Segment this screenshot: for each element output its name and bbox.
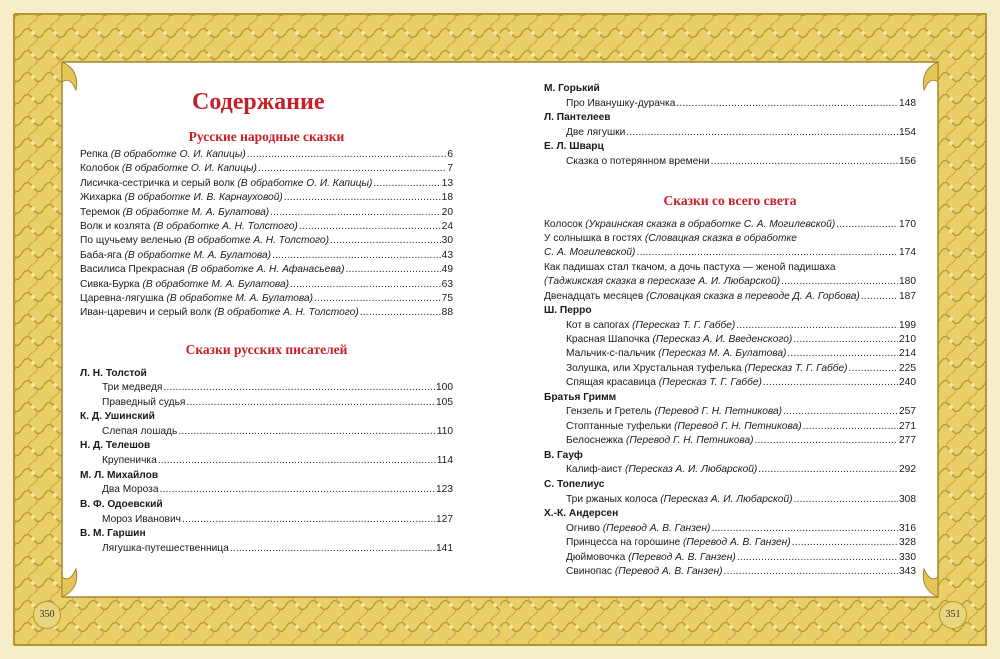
author-name: Е. Л. Шварц bbox=[544, 141, 604, 153]
toc-entry[interactable]: Два Мороза ..... 123 bbox=[80, 483, 453, 497]
author-name: М. Л. Михайлов bbox=[80, 469, 159, 481]
toc-entry[interactable]: Лисичка-сестричка и серый волк (В обработке О. И. Капицы) ..... 13 bbox=[80, 177, 453, 191]
toc-entry-line2[interactable]: С. А. Могилевской) ..... 174 bbox=[544, 246, 916, 260]
author-name: Х.-К. Андерсен bbox=[544, 508, 619, 519]
toc-entry[interactable]: Мальчик-с-пальчик (Пересказ М. А. Булатова) ..... 214 bbox=[544, 347, 916, 361]
section-heading-world: Сказки со всего света bbox=[663, 192, 797, 208]
toc-entry[interactable]: Иван-царевич и серый волк (В обработке А. Н. Толстого) ..... 88 bbox=[80, 306, 453, 320]
toc-entry[interactable]: Крупеничка ..... 114 bbox=[80, 454, 453, 468]
author-name: Н. Д. Телешов bbox=[80, 440, 151, 452]
page-number-left: 350 bbox=[33, 601, 61, 629]
author-name: Л. Н. Толстой bbox=[80, 367, 147, 379]
toc-entry[interactable]: Свинопас (Перевод А. В. Ганзен) ..... 343 bbox=[544, 565, 916, 579]
world-tales-list bbox=[544, 218, 916, 580]
toc-entry-line1[interactable]: Как падишах стал ткачом, а дочь пастуха — женой падишаха bbox=[544, 261, 836, 273]
right-page bbox=[500, 0, 1000, 659]
toc-entry[interactable]: Про Иванушку-дурачка ..... 148 bbox=[544, 97, 916, 111]
toc-entry[interactable]: По щучьему веленью (В обработке А. Н. Толстого) ..... 30 bbox=[80, 234, 453, 248]
author-name: С. Топелиус bbox=[544, 478, 605, 490]
section-heading-writers: Сказки русских писателей bbox=[185, 341, 348, 357]
author-name: В. М. Гаршин bbox=[80, 528, 146, 540]
toc-entry[interactable]: Красная Шапочка (Пересказ А. И. Введенского) ..... 210 bbox=[544, 333, 916, 347]
section-heading-folk: Русские народные сказки bbox=[188, 129, 345, 144]
toc-entry-line2[interactable]: (Таджикская сказка в пересказе А. И. Любарской) ..... 180 bbox=[544, 275, 916, 289]
toc-entry[interactable]: Василиса Прекрасная (В обработке А. Н. Афанасьева) ..... 49 bbox=[80, 263, 453, 277]
toc-entry[interactable]: Белоснежка (Перевод Г. Н. Петникова) ..... 277 bbox=[544, 434, 916, 448]
toc-entry[interactable]: Теремок (В обработке М. А. Булатова) ..... 20 bbox=[80, 206, 453, 220]
toc-entry[interactable]: Колосок (Украинская сказка в обработке С. А. Могилевской) ..... 170 bbox=[544, 218, 916, 232]
page-title: Содержание bbox=[192, 89, 325, 115]
author-name: Л. Пантелеев bbox=[544, 112, 611, 124]
toc-entry[interactable]: Калиф-аист (Пересказ А. И. Любарской) ..... 292 bbox=[544, 463, 916, 477]
writers-tales-continued bbox=[544, 82, 916, 170]
page-number-right: 351 bbox=[939, 601, 967, 629]
author-name: В. Ф. Одоевский bbox=[80, 498, 163, 510]
toc-entry[interactable]: Волк и козлята (В обработке А. Н. Толстого) ..... 24 bbox=[80, 220, 453, 234]
toc-entry[interactable]: Баба-яга (В обработке М. А. Булатова) ..... 43 bbox=[80, 249, 453, 263]
author-name: К. Д. Ушинский bbox=[80, 411, 155, 423]
toc-entry[interactable]: Слепая лошадь ..... 110 bbox=[80, 425, 453, 439]
toc-entry[interactable]: Три ржаных колоса (Пересказ А. И. Любарской) ..... 308 bbox=[544, 493, 916, 507]
toc-entry[interactable]: Жихарка (В обработке И. В. Карнауховой) ..... 18 bbox=[80, 191, 453, 205]
toc-entry[interactable]: Спящая красавица (Пересказ Т. Г. Габбе) ..... 240 bbox=[544, 376, 916, 390]
author-name: М. Горький bbox=[544, 83, 600, 94]
toc-entry[interactable]: Три медведя ..... 100 bbox=[80, 381, 453, 395]
toc-entry[interactable]: Царевна-лягушка (В обработке М. А. Булатова) ..... 75 bbox=[80, 292, 453, 306]
toc-entry[interactable]: Стоптанные туфельки (Перевод Г. Н. Петникова) ..... 271 bbox=[544, 420, 916, 434]
left-toc-column bbox=[80, 82, 453, 556]
toc-entry[interactable]: Колобок (В обработке О. И. Капицы) ..... 7 bbox=[80, 162, 453, 176]
toc-entry[interactable]: Принцесса на горошине (Перевод А. В. Ганзен) ..... 328 bbox=[544, 536, 916, 550]
toc-entry[interactable]: Гензель и Гретель (Перевод Г. Н. Петникова) ..... 257 bbox=[544, 405, 916, 419]
toc-entry[interactable]: Золушка, или Хрустальная туфелька (Пересказ Т. Г. Габбе) ..... 225 bbox=[544, 362, 916, 376]
toc-entry[interactable]: Две лягушки ..... 154 bbox=[544, 126, 916, 140]
right-toc-column bbox=[544, 82, 916, 579]
toc-entry[interactable]: Кот в сапогах (Пересказ Т. Г. Габбе) ..... 199 bbox=[544, 319, 916, 333]
toc-entry[interactable]: Сивка-Бурка (В обработке М. А. Булатова) ..... 63 bbox=[80, 278, 453, 292]
author-name: В. Гауф bbox=[544, 449, 583, 461]
author-name: Ш. Перро bbox=[544, 304, 592, 316]
toc-entry[interactable]: Дюймовочка (Перевод А. В. Ганзен) ..... 330 bbox=[544, 551, 916, 565]
folk-tales-list bbox=[80, 148, 453, 321]
toc-entry-line1[interactable]: У солнышка в гостях (Словацкая сказка в обработке bbox=[544, 232, 797, 244]
toc-entry[interactable]: Огниво (Перевод А. В. Ганзен) ..... 316 bbox=[544, 522, 916, 536]
writers-tales-list bbox=[80, 367, 453, 557]
toc-entry[interactable]: Сказка о потерянном времени ..... 156 bbox=[544, 155, 916, 169]
toc-entry[interactable]: Лягушка-путешественница ..... 141 bbox=[80, 542, 453, 556]
toc-entry[interactable]: Мороз Иванович ..... 127 bbox=[80, 513, 453, 527]
toc-entry[interactable]: Репка (В обработке О. И. Капицы) ..... 6 bbox=[80, 148, 453, 162]
toc-entry[interactable]: Двенадцать месяцев (Словацкая сказка в переводе Д. А. Горбова) ..... 187 bbox=[544, 290, 916, 304]
toc-entry[interactable]: Праведный судья ..... 105 bbox=[80, 396, 453, 410]
author-name: Братья Гримм bbox=[544, 391, 617, 403]
